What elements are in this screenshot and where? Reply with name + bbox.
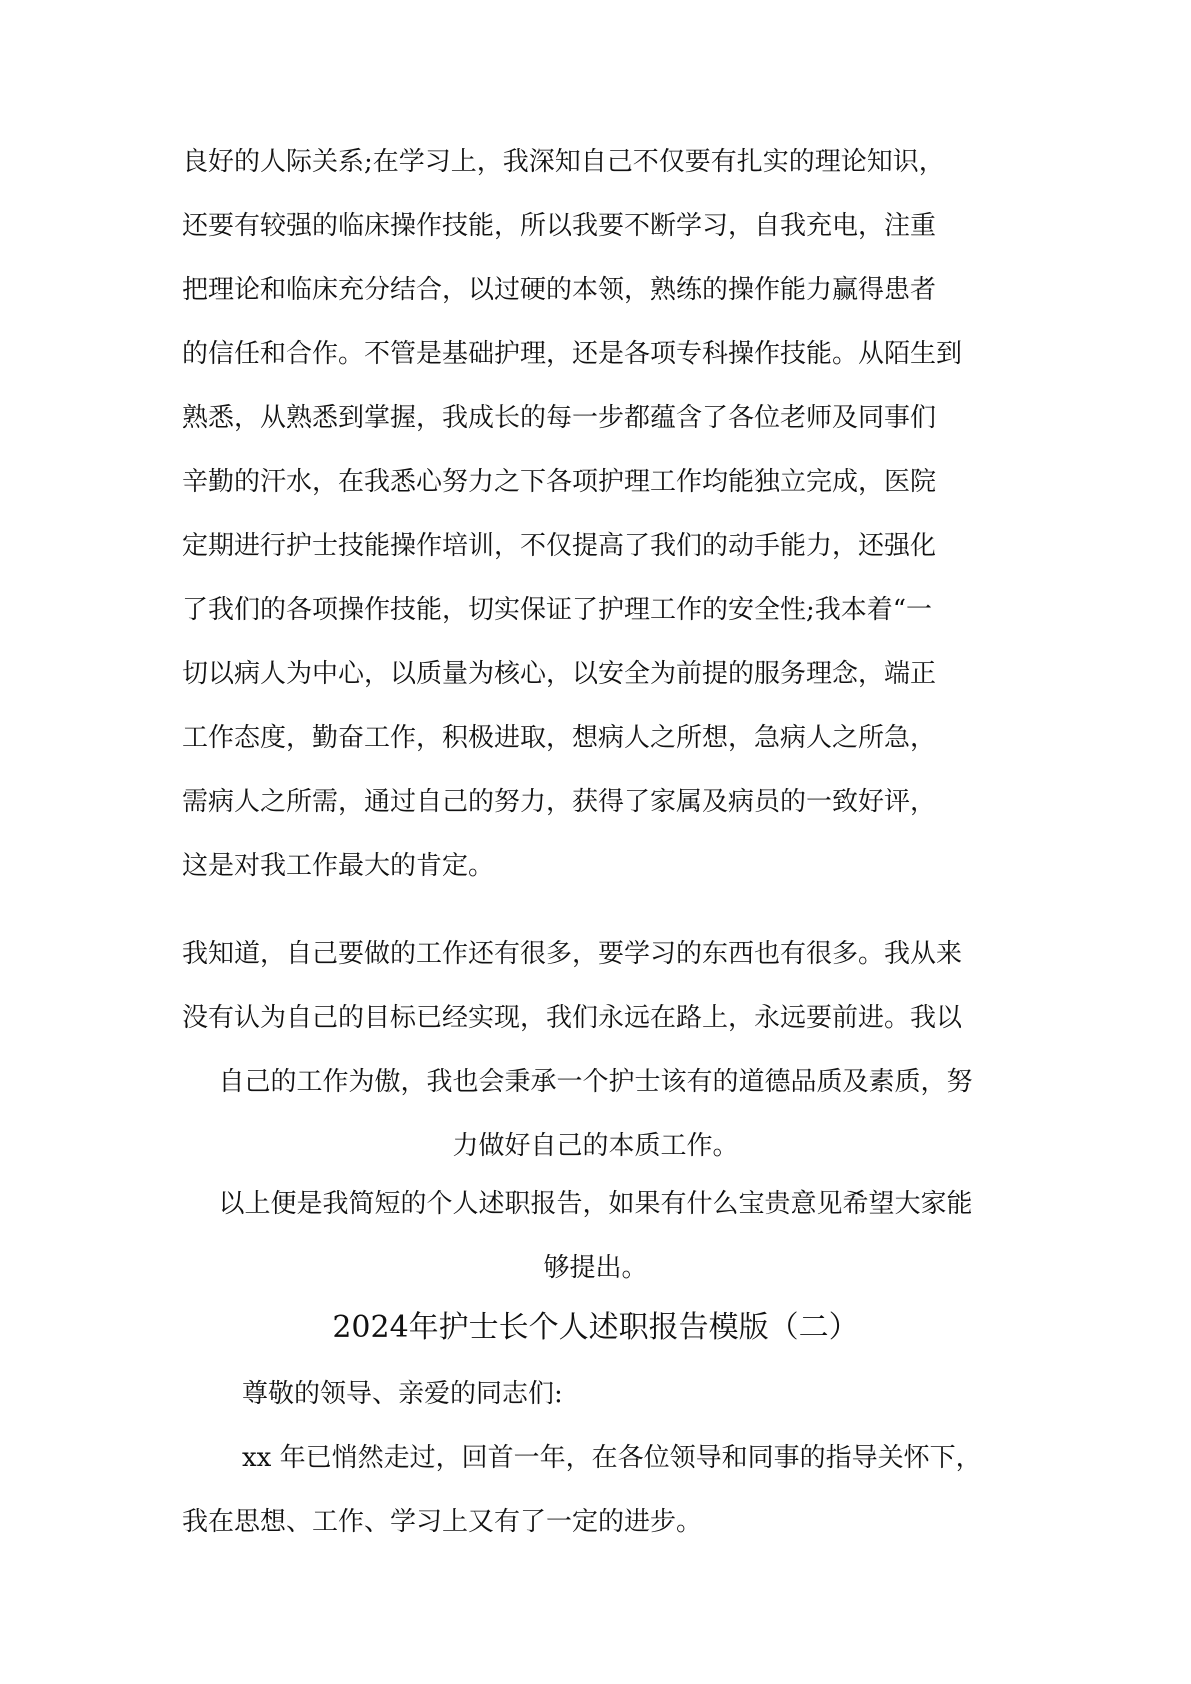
section-title: 2024年护士长个人述职报告模版（二） xyxy=(332,1310,859,1345)
paragraph-line: 我在思想、工作、学习上又有了一定的进步。 xyxy=(182,1507,703,1537)
greeting: 尊敬的领导、亲爱的同志们: xyxy=(242,1379,563,1409)
paragraph-line: xx 年已悄然走过，回首一年，在各位领导和同事的指导关怀下， xyxy=(242,1443,982,1473)
paragraph-line: 良好的人际关系;在学习上，我深知自己不仅要有扎实的理论知识， xyxy=(182,147,945,177)
paragraph-line: 这是对我工作最大的肯定。 xyxy=(182,851,495,881)
paragraph-line: 辛勤的汗水，在我悉心努力之下各项护理工作均能独立完成，医院 xyxy=(182,467,937,497)
paragraph-line: 了我们的各项操作技能，切实保证了护理工作的安全性;我本着“一 xyxy=(182,595,933,625)
paragraph-line: 切以病人为中心，以质量为核心，以安全为前提的服务理念，端正 xyxy=(182,659,937,689)
paragraph-line: 定期进行护士技能操作培训，不仅提高了我们的动手能力，还强化 xyxy=(182,531,937,561)
paragraph-line: 熟悉，从熟悉到掌握，我成长的每一步都蕴含了各位老师及同事们 xyxy=(182,403,937,433)
paragraph-line: 我知道，自己要做的工作还有很多，要学习的东西也有很多。我从来 xyxy=(182,939,963,969)
paragraph-line: 把理论和临床充分结合，以过硬的本领，熟练的操作能力赢得患者 xyxy=(182,275,937,305)
paragraph-line: 的信任和合作。不管是基础护理，还是各项专科操作技能。从陌生到 xyxy=(182,339,963,369)
paragraph-line: 没有认为自己的目标已经实现，我们永远在路上，永远要前进。我以 xyxy=(182,1003,963,1033)
paragraph-line: 工作态度，勤奋工作，积极进取，想病人之所想，急病人之所急， xyxy=(182,723,937,753)
paragraph-line: 需病人之所需，通过自己的努力，获得了家属及病员的一致好评， xyxy=(182,787,937,817)
paragraph-line: 力做好自己的本质工作。 xyxy=(452,1131,739,1161)
closing-line: 以上便是我简短的个人述职报告，如果有什么宝贵意见希望大家能 xyxy=(218,1189,973,1219)
closing-line: 够提出。 xyxy=(543,1253,648,1283)
paragraph-line: 自己的工作为傲，我也会秉承一个护士该有的道德品质及素质，努 xyxy=(218,1067,973,1097)
paragraph-line: 还要有较强的临床操作技能，所以我要不断学习，自我充电，注重 xyxy=(182,211,937,241)
